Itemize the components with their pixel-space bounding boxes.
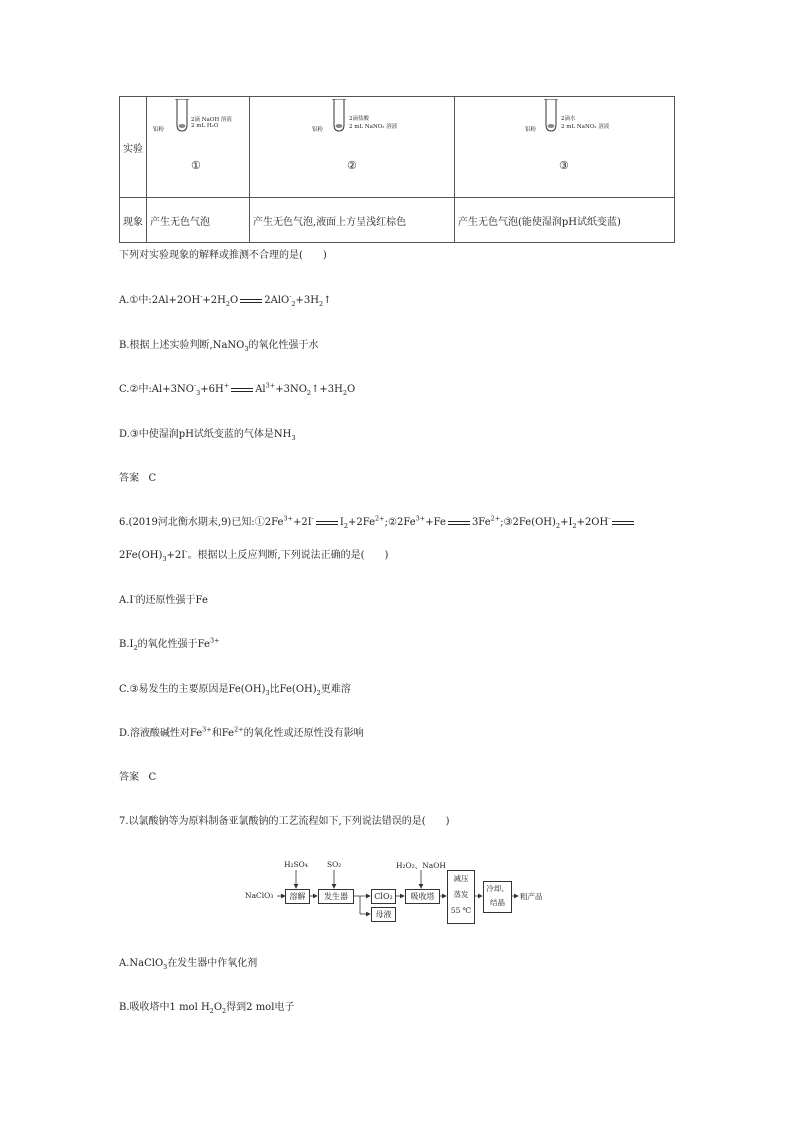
experiment-number: ① <box>191 159 201 172</box>
row-label-experiment: 实验 <box>120 97 147 198</box>
reagent-top-label: 2滴水 <box>561 116 576 122</box>
input-label: NaClO₃ <box>245 891 274 900</box>
experiment-1-figure <box>147 97 250 198</box>
q7-stem: 7.以氯酸钠等为原料制备亚氯酸钠的工艺流程如下,下列说法错误的是( ) <box>119 816 450 827</box>
test-tube-icon <box>544 99 558 133</box>
experiment-2-figure <box>250 97 455 198</box>
evaporation-box: 减压 蒸发 55 ℃ <box>447 870 475 924</box>
solid-label: 铝粉 <box>312 127 324 133</box>
cooling-box: 冷却、 结晶 <box>483 881 512 913</box>
q7-option-b: B.吸收塔中1 mol $H_2O_2$得到2 mol电子 <box>119 1002 295 1015</box>
row-label-phenomenon: 现象 <box>120 198 147 243</box>
q6-stem-line1: 6.(2019河北衡水期末,9)已知$:①2Fe^{3+}+2I^-$ $I_2+2Fe^{2+};②2Fe^{3+}+Fe$ $3Fe^{2+};③2Fe(OH)_2+I_2+2OH^-$ <box>119 516 636 530</box>
experiment-number: ② <box>347 159 357 172</box>
q6-option-c: C.③易发生的主要原因是$Fe(OH)_3$比$Fe(OH)_2$更难溶 <box>119 684 351 697</box>
q5-option-a: A.①中$:2Al+2OH^-+2H_2O$ $2AlO^-_2+3H_2↑$ <box>119 292 332 308</box>
phenomenon-1: 产生无色气泡 <box>147 198 250 243</box>
product-label: 粗产品 <box>520 892 543 901</box>
experiment-3-figure <box>455 97 675 198</box>
experiment-table <box>119 96 675 243</box>
reagent-top-label: 2滴盐酸 <box>349 116 369 122</box>
q6-stem-line2: $2Fe(OH)_3+2I^-$。根据以上反应判断,下列说法正确的是( ) <box>119 547 389 563</box>
h2so4-label: H₂SO₄ <box>284 860 308 869</box>
reagent-bottom-label: 2 mL H₂O <box>191 123 219 129</box>
phenomenon-2: 产生无色气泡,液面上方呈浅红棕色 <box>250 198 455 243</box>
phenomenon-3: 产生无色气泡(能使湿润pH试纸变蓝) <box>455 198 675 243</box>
reagent-top-label: 2滴 NaOH 溶液 <box>191 117 232 123</box>
mother-liquor-box: 母液 <box>371 907 396 922</box>
reagent-bottom-label: 2 mL NaNO₃ 溶液 <box>561 124 610 130</box>
absorber-box: 吸收塔 <box>405 889 440 904</box>
experiment-number: ③ <box>559 159 569 172</box>
generator-box: 发生器 <box>318 889 354 904</box>
solid-label: 铝粉 <box>525 127 537 133</box>
solid-label: 铝粉 <box>153 127 165 133</box>
test-tube-icon <box>332 99 346 133</box>
q5-option-b: B.根据上述实验判断,NaNO$_3$的氧化性强于水 <box>119 340 319 353</box>
q7-option-a: A.NaClO$_3$在发生器中作氧化剂 <box>119 958 258 971</box>
h2o2-naoh-label: H₂O₂、NaOH <box>396 861 446 870</box>
q5-answer: 答案 C <box>119 473 157 484</box>
q5-option-d: D.③中使湿润pH试纸变蓝的气体是$NH_3$ <box>119 429 296 442</box>
q5-stem: 下列对实验现象的解释或推测不合理的是( ) <box>119 250 327 261</box>
q6-option-a: A.I-的还原性强于Fe <box>119 592 208 606</box>
process-flow-diagram <box>245 857 555 927</box>
q6-option-d: D.溶液酸碱性对$Fe^{3+}$和$Fe^{2+}$的氧化性或还原性没有影响 <box>119 725 364 739</box>
test-tube-icon <box>175 99 189 133</box>
q6-answer: 答案 C <box>119 772 157 783</box>
so2-label: SO₂ <box>327 860 342 869</box>
dissolve-box: 溶解 <box>285 889 310 904</box>
q6-option-b: $B.I_2$的氧化性强于$Fe^{3+}$ <box>119 636 220 652</box>
clo2-box: ClO₂ <box>371 889 396 904</box>
reagent-bottom-label: 2 mL NaNO₃ 溶液 <box>349 124 398 130</box>
q5-option-c: C.②中$:Al+3NO^-_3+6H^+$ $Al^{3+}+3NO_2↑+3H_2O$ <box>119 381 356 397</box>
